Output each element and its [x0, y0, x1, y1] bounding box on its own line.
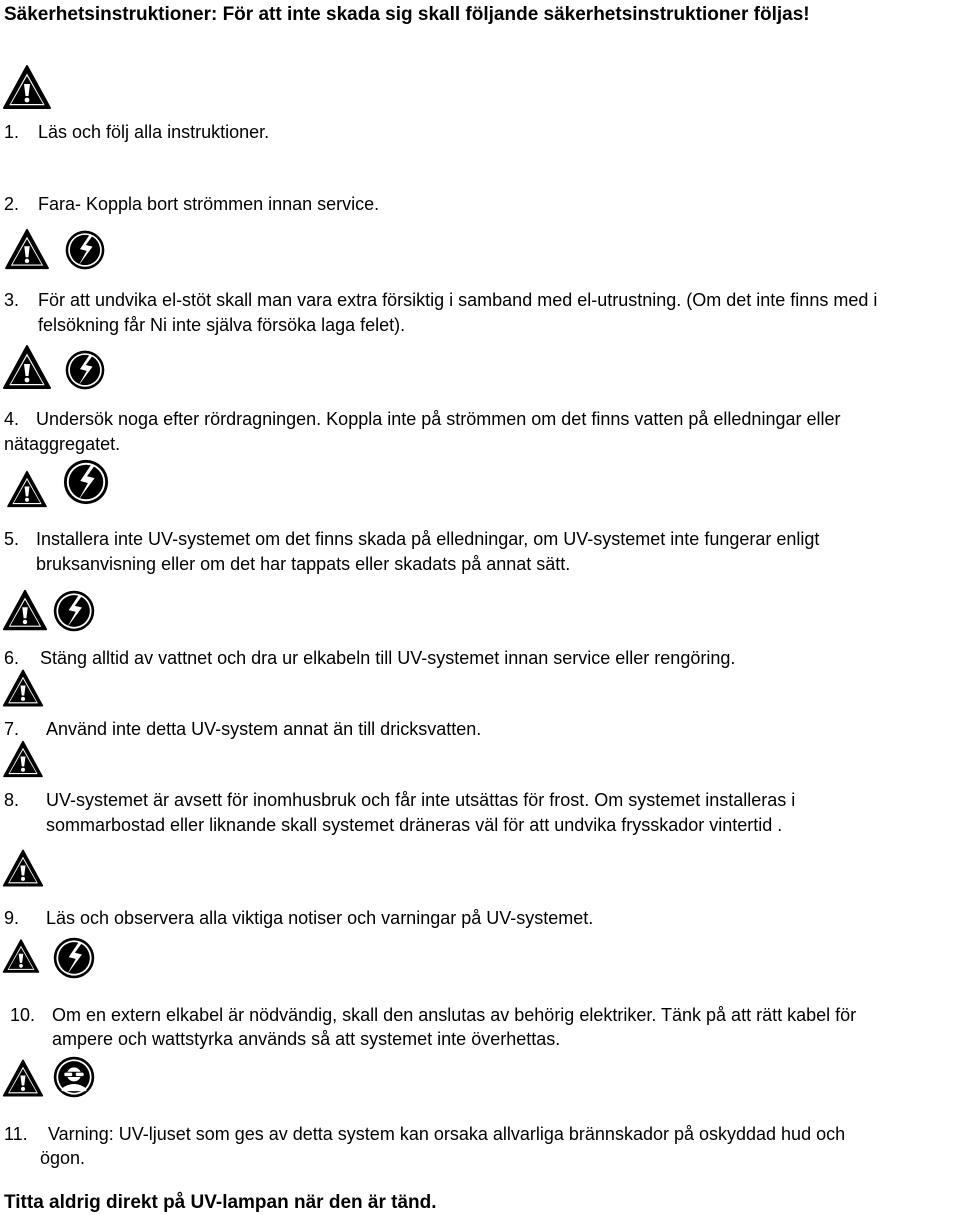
list-item-text: Undersök noga efter rördragningen. Koppla inte på strömmen om det finns vatten på elledningar eller [36, 409, 841, 429]
list-item-text: nätaggregatet. [4, 434, 121, 454]
electric-shock-icon [64, 348, 106, 392]
list-item-text: Varning: UV-ljuset som ges av detta system kan orsaka allvarliga brännskador på oskyddad hud och [48, 1124, 846, 1144]
list-item-text: ögon. [40, 1148, 86, 1168]
warning-triangle-icon [2, 588, 48, 632]
list-item-text: Använd inte detta UV-system annat än till dricksvatten. [46, 719, 482, 739]
warning-triangle-icon [2, 848, 44, 888]
list-item-text: felsökning får Ni inte själva försöka laga felet). [38, 315, 406, 335]
list-item-text: Installera inte UV-systemet om det finns skada på elledningar, om UV-systemet inte fungerar enligt [36, 529, 820, 549]
warning-triangle-icon [2, 64, 52, 110]
list-item-number: 1. [4, 122, 20, 142]
list-item-number: 9. [4, 908, 20, 928]
electric-shock-icon [62, 456, 110, 508]
warning-triangle-icon [2, 938, 40, 974]
warning-triangle-icon [2, 668, 44, 708]
electric-shock-icon [52, 588, 96, 634]
warning-triangle-icon [2, 344, 52, 390]
list-item-number: 2. [4, 194, 20, 214]
list-item-text: För att undvika el-stöt skall man vara extra försiktig i samband med el-utrustning. (Om det inte finns med i [38, 290, 878, 310]
list-item-text: Läs och följ alla instruktioner. [38, 122, 270, 142]
list-item-number: 11. [4, 1124, 28, 1144]
warning-triangle-icon [4, 228, 50, 270]
electric-shock-icon [52, 934, 96, 982]
list-item-text: Fara- Koppla bort strömmen innan service. [38, 194, 380, 214]
list-item-text: bruksanvisning eller om det har tappats eller skadats på annat sätt. [36, 554, 571, 574]
electric-shock-icon [64, 228, 106, 272]
list-item-number: 3. [4, 290, 20, 310]
warning-triangle-icon [6, 470, 48, 508]
list-item-number: 6. [4, 648, 20, 668]
warning-triangle-icon [2, 740, 44, 778]
list-item-text: UV-systemet är avsett för inomhusbruk och får inte utsättas för frost. Om systemet installeras i [46, 790, 796, 810]
final-warning: Titta aldrig direkt på UV-lampan när den är tänd. [4, 1192, 437, 1213]
list-item-text: ampere och wattstyrka används så att systemet inte överhettas. [52, 1029, 561, 1049]
eye-protection-icon [52, 1054, 96, 1100]
warning-triangle-icon [2, 1058, 44, 1098]
list-item-number: 4. [4, 409, 20, 429]
list-item-number: 7. [4, 719, 20, 739]
list-item-number: 10. [10, 1005, 36, 1025]
page-title: Säkerhetsinstruktioner: För att inte skada sig skall följande säkerhetsinstruktioner följas! [4, 4, 810, 25]
list-item-number: 5. [4, 529, 20, 549]
list-item-number: 8. [4, 790, 20, 810]
list-item-text: Stäng alltid av vattnet och dra ur elkabeln till UV-systemet innan service eller rengöring. [40, 648, 736, 668]
list-item-text: Om en extern elkabel är nödvändig, skall den anslutas av behörig elektriker. Tänk på att rätt kabel för [52, 1005, 857, 1025]
list-item-text: Läs och observera alla viktiga notiser och varningar på UV-systemet. [46, 908, 594, 928]
list-item-text: sommarbostad eller liknande skall systemet dräneras väl för att undvika frysskador vintertid . [46, 815, 783, 835]
